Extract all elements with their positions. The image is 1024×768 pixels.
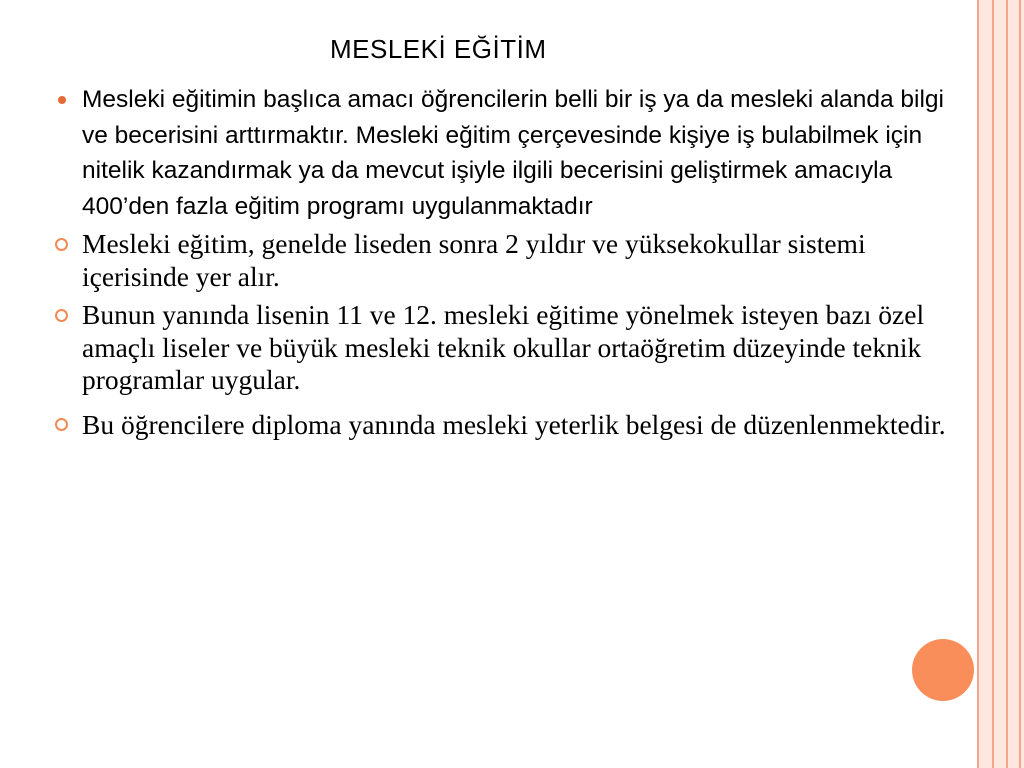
right-decorative-band	[977, 0, 1024, 768]
bullet-item-3	[50, 299, 975, 397]
bullet-item-1	[50, 82, 975, 224]
filled-dot-bullet-icon	[58, 96, 66, 104]
ring-bullet-icon	[55, 309, 68, 322]
bullet-list	[50, 82, 975, 445]
decorative-stripe	[992, 0, 994, 768]
bullet-item-2	[50, 228, 975, 293]
decorative-stripe	[1019, 0, 1021, 768]
decorative-stripe	[1006, 0, 1008, 768]
ring-bullet-icon	[55, 418, 68, 431]
bullet-item-4	[50, 405, 975, 445]
bullet-text: Mesleki eğitim, genelde liseden sonra 2 yıldır ve yüksekokullar sistemi içerisinde yer alır.	[82, 228, 866, 292]
decorative-stripe	[977, 0, 979, 768]
bullet-text: Bu öğrencilere diploma yanında mesleki yeterlik belgesi de düzenlenmektedir.	[82, 408, 946, 440]
decorative-circle	[912, 639, 974, 701]
ring-bullet-icon	[55, 238, 68, 251]
bullet-text: Mesleki eğitimin başlıca amacı öğrencilerin belli bir iş ya da mesleki alanda bilgi ve becerisini arttırmaktır. Mesleki eğitim çerçevesinde kişiye iş bulabilmek için nitelik kazandırmak ya da mevcut işiyle ilgili becerisini geliştirmek amacıyla 400’den fazla eğitim programı uygulanmaktadır	[82, 86, 944, 220]
bullet-text: Bunun yanında lisenin 11 ve 12. mesleki eğitime yönelmek isteyen bazı özel amaçlı liseler ve büyük mesleki teknik okullar ortaöğretim düzeyinde teknik programlar uygular.	[82, 299, 925, 395]
slide-title: MESLEKİ EĞİTİM	[330, 34, 547, 64]
